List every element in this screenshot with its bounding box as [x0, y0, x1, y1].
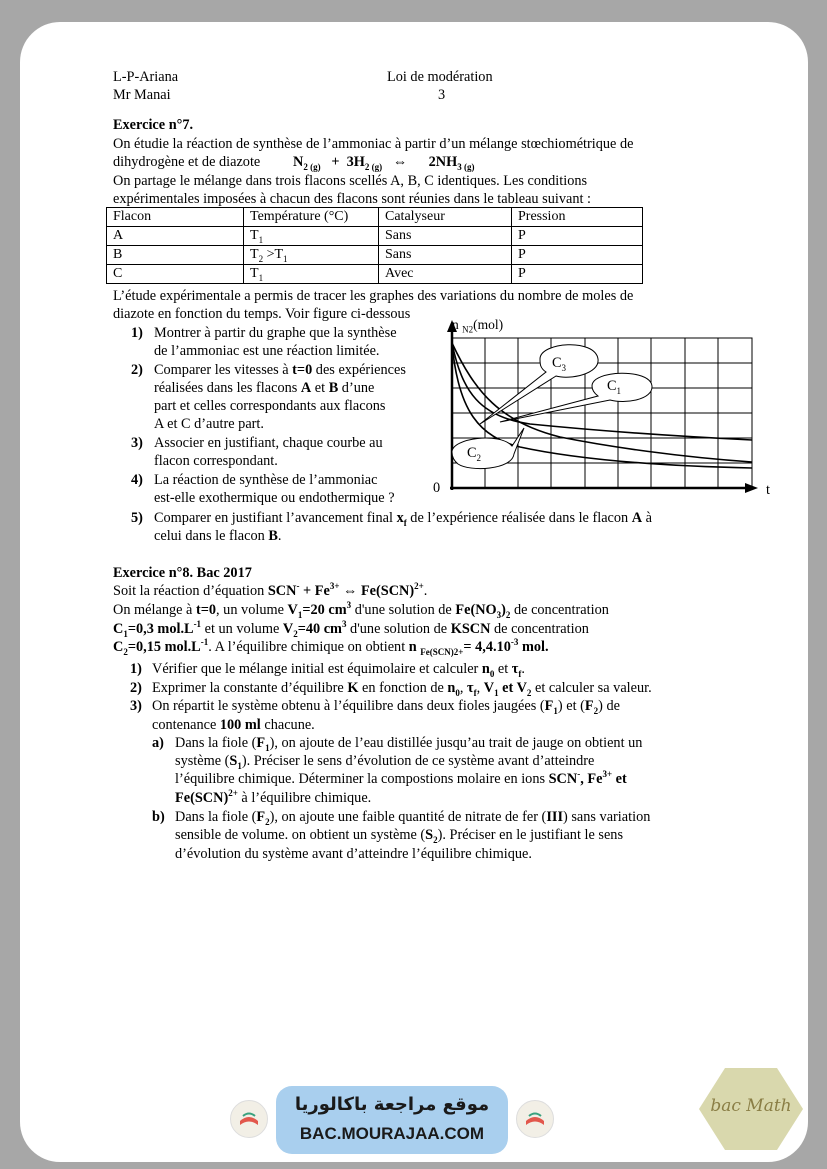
ex7-q4-b: est-elle exothermique ou endothermique ?	[154, 490, 395, 506]
graph-label-c1: $C_1$	[607, 378, 622, 396]
ex7-q5-b: celui dans le flacon B.	[154, 528, 282, 544]
ex7-q2-num: 2)	[131, 362, 143, 378]
ex7-q2-c: part et celles correspondants aux flacons	[154, 398, 386, 414]
ex8-q1: Vérifier que le mélange initial est équimolaire et calculer $n_0$ et $\tau_f$.	[152, 661, 525, 679]
ex8-qb-3: d’évolution du système avant d’atteindre l’équilibre chimique.	[175, 846, 532, 862]
ex7-q4-num: 4)	[131, 472, 143, 488]
table-header: Pression	[512, 208, 643, 227]
ex7-q3-num: 3)	[131, 435, 143, 451]
ex7-q2-a: Comparer les vitesses à t=0 des expériences	[154, 362, 406, 378]
ex8-qb-2: sensible de volume. on obtient un système $(S_2)$. Préciser en le justifiant le sens	[175, 827, 624, 845]
ex8-qa-4: Fe(SCN)$^{2+}$ à l’équilibre chimique.	[175, 788, 372, 806]
ex7-intro-2: dihydrogène et de diazote	[113, 154, 261, 170]
header-topic: Loi de modération	[387, 69, 493, 85]
table-cell: $T_2 >T_1$	[244, 246, 379, 265]
ex7-q3-a: Associer en justifiant, chaque courbe au	[154, 435, 383, 451]
graph-origin: 0	[433, 480, 441, 496]
ex7-q5-a: Comparer en justifiant l’avancement final $x_f$ de l’expérience réalisée dans le flacon A à	[154, 510, 653, 528]
ex7-q4-a: La réaction de synthèse de l’ammoniac	[154, 472, 378, 488]
book-icon	[231, 1101, 267, 1137]
watermark-badge-right	[516, 1100, 554, 1138]
callout-c1	[500, 373, 652, 422]
callout-c2	[452, 428, 524, 469]
ex7-line-3: On partage le mélange dans trois flacons scellés A, B, C identiques. Les conditions	[113, 173, 588, 189]
ex8-qb-num: b)	[152, 809, 165, 825]
table-cell: A	[107, 227, 244, 246]
nn2-graph	[420, 312, 790, 508]
bac-math-logo-text: bac Math	[710, 1096, 792, 1116]
graph-xlabel: t	[766, 482, 770, 498]
table-cell: P	[512, 246, 643, 265]
ex7-after-1: L’étude expérimentale a permis de tracer les graphes des variations du nombre de moles de	[113, 288, 634, 304]
table-row	[107, 246, 643, 265]
ex8-line-1: Soit la réaction d’équation $SCN^- + Fe^{3+}$ ⇔ Fe(SCN)$^{2+}$.	[113, 581, 428, 599]
ex8-q3-a: On répartit le système obtenu à l’équilibre dans deux fioles jaugées $(F_1)$ et $(F_2)$ de	[152, 698, 620, 716]
header-teacher: Mr Manai	[113, 87, 171, 103]
ex8-line-3: $C_1=0,3$ $mol.L^{-1}$ et un volume $V_2=40$ $cm^3$ d'une solution de KSCN de concentration	[113, 619, 589, 639]
table-header-row	[107, 208, 643, 227]
site-banner[interactable]	[276, 1086, 508, 1154]
ex7-equation: $N_{2 (g)}$ + $3H_{2 (g)}$ ⇔ $2NH_{3 (g)}$	[293, 154, 475, 172]
ex7-q2-b: réalisées dans les flacons A et B d’une	[154, 380, 375, 396]
ex8-qa-3: l’équilibre chimique. Déterminer la compostions molaire en ions SCN-, $Fe^{3+}$ et	[175, 769, 627, 787]
ex7-q1-a: Montrer à partir du graphe que la synthèse	[154, 325, 397, 341]
ex7-after-2: diazote en fonction du temps. Voir figure ci-dessous	[113, 306, 411, 322]
ex8-qa-1: Dans la fiole $(F_1)$, on ajoute de l’eau distillée jusqu’au trait de jauge on obtient un	[175, 735, 643, 753]
ex8-qa-num: a)	[152, 735, 164, 751]
ex8-q2-num: 2)	[130, 680, 142, 696]
ex7-line-4: expérimentales imposées à chacun des flacons sont réunies dans le tableau suivant :	[113, 191, 591, 207]
site-banner-url[interactable]: BAC.MOURAJAA.COM	[299, 1124, 485, 1143]
book-icon	[517, 1101, 553, 1137]
ex7-q1-num: 1)	[131, 325, 143, 341]
ex7-q3-b: flacon correspondant.	[154, 453, 278, 469]
ex7-q5-num: 5)	[131, 510, 143, 526]
ex7-q2-d: A et C d’autre part.	[154, 416, 264, 432]
table-cell: C	[107, 265, 244, 284]
table-cell: Sans	[379, 246, 512, 265]
ex7-title: Exercice n°7.	[113, 117, 194, 133]
ex8-q2: Exprimer la constante d’équilibre K en fonction de $n_0$, $\tau_f$, $V_1$ et $V_2$ et calculer sa valeur.	[152, 680, 652, 698]
ex8-qb-1: Dans la fiole $(F_2)$, on ajoute une faible quantité de nitrate de fer (III) sans variation	[175, 809, 651, 827]
table-cell: B	[107, 246, 244, 265]
ex8-line-2: On mélange à t=0, un volume $V_1=20$ $cm^3$ d'une solution de $Fe(NO_3)_2$ de concentration	[113, 600, 609, 620]
table-header: Flacon	[107, 208, 244, 227]
watermark-badge-left	[230, 1100, 268, 1138]
ex8-q3-num: 3)	[130, 698, 142, 714]
graph-label-c3: $C_3$	[552, 355, 567, 373]
header-page-number: 3	[438, 87, 446, 103]
ex8-q3-b: contenance 100 ml chacune.	[152, 717, 315, 733]
table-row	[107, 265, 643, 284]
ex7-intro-1: On étudie la réaction de synthèse de l’ammoniac à partir d’un mélange stœchiométrique de	[113, 136, 634, 152]
header-school: L-P-Ariana	[113, 69, 179, 85]
table-row	[107, 227, 643, 246]
ex8-qa-2: système $(S_1)$. Préciser le sens d’évolution de ce système avant d’atteindre	[175, 753, 595, 771]
graph-label-c2: $C_2$	[467, 445, 482, 463]
table-header: Catalyseur	[379, 208, 512, 227]
table-header: Température (°C)	[244, 208, 379, 227]
table-cell: $T_1$	[244, 265, 379, 284]
table-cell: Avec	[379, 265, 512, 284]
ex7-q1-b: de l’ammoniac est une réaction limitée.	[154, 343, 380, 359]
table-cell: P	[512, 227, 643, 246]
ex8-title: Exercice n°8. Bac 2017	[113, 565, 252, 581]
table-cell: Sans	[379, 227, 512, 246]
conditions-table	[106, 207, 643, 284]
ex8-q1-num: 1)	[130, 661, 142, 677]
graph-ylabel: n $_{N2}$(mol)	[452, 317, 504, 335]
ex8-line-4: $C_2=0,15$ $mol.L^{-1}$. A l’équilibre chimique on obtient n $_{Fe(SCN)2+}= 4,4.10^{-3}$ mol.	[113, 637, 549, 657]
table-cell: P	[512, 265, 643, 284]
site-banner-arabic: موقع مراجعة باكالوريا	[294, 1094, 490, 1115]
table-cell: $T_1$	[244, 227, 379, 246]
